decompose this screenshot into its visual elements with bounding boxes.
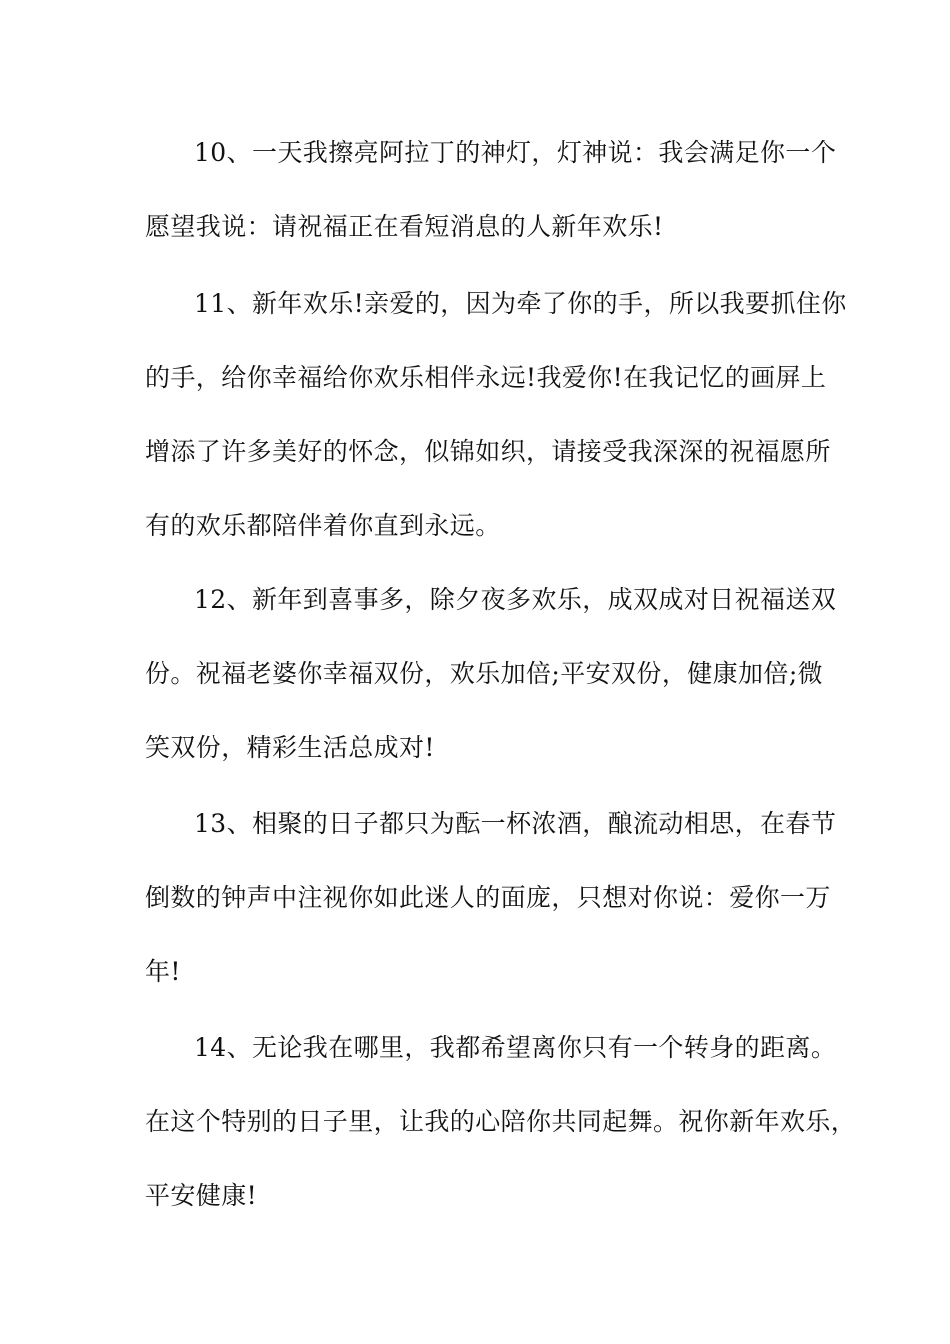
paragraph-11-line-3: 增添了许多美好的怀念，似锦如织，请接受我深深的祝福愿所 — [145, 437, 831, 466]
paragraph-11-line-2: 的手，给你幸福给你欢乐相伴永远!我爱你!在我记忆的画屏上 — [145, 363, 827, 392]
paragraph-12-line-2: 份。祝福老婆你幸福双份，欢乐加倍;平安双份，健康加倍;微 — [145, 659, 824, 688]
paragraph-12-line-3: 笑双份，精彩生活总成对! — [145, 733, 435, 762]
paragraph-14-line-3: 平安健康! — [145, 1181, 258, 1210]
paragraph-12-line-1: 12、新年到喜事多，除夕夜多欢乐，成双成对日祝福送双 — [194, 585, 837, 614]
paragraph-13-line-1: 13、相聚的日子都只为酝一杯浓酒，酿流动相思，在春节 — [194, 809, 837, 838]
paragraph-11-line-1: 11、新年欢乐!亲爱的，因为牵了你的手，所以我要抓住你 — [194, 289, 847, 318]
paragraph-14-line-2: 在这个特别的日子里，让我的心陪你共同起舞。祝你新年欢乐， — [145, 1107, 857, 1136]
paragraph-10-line-1: 10、一天我擦亮阿拉丁的神灯，灯神说：我会满足你一个 — [194, 138, 837, 167]
paragraph-10-line-2: 愿望我说：请祝福正在看短消息的人新年欢乐! — [145, 212, 664, 241]
paragraph-13-line-2: 倒数的钟声中注视你如此迷人的面庞，只想对你说：爱你一万 — [145, 883, 831, 912]
paragraph-13-line-3: 年! — [145, 957, 181, 986]
paragraph-14-line-1: 14、无论我在哪里，我都希望离你只有一个转身的距离。 — [194, 1033, 837, 1062]
paragraph-11-line-4: 有的欢乐都陪伴着你直到永远。 — [145, 511, 501, 540]
